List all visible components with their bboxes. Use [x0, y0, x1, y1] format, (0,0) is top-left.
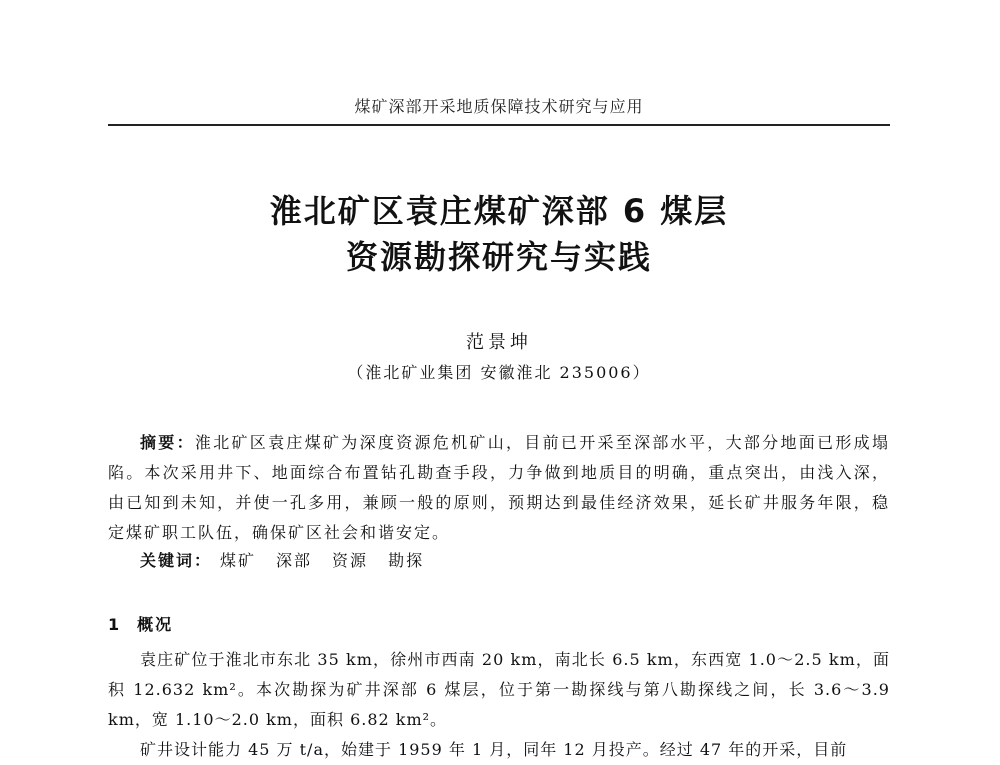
keyword: 深部 — [276, 551, 313, 570]
keyword: 资源 — [332, 551, 369, 570]
keyword: 煤矿 — [220, 551, 257, 570]
paragraph: 矿井设计能力 45 万 t/a，始建于 1959 年 1 月，同年 12 月投产。经过 47 年的开采，目前 — [140, 740, 848, 759]
title-line-2: 资源勘探研究与实践 — [345, 238, 652, 276]
abstract-label: 摘要： — [140, 433, 195, 452]
section-heading — [108, 612, 173, 635]
running-header: 煤矿深部开采地质保障技术研究与应用 — [354, 97, 644, 116]
section-title: 概况 — [137, 615, 174, 634]
author-name: 范景坤 — [466, 332, 532, 353]
keywords — [140, 548, 436, 571]
title-line-1: 淮北矿区袁庄煤矿深部 6 煤层 — [269, 192, 729, 230]
keywords-label: 关键词： — [140, 551, 213, 570]
paragraph: 袁庄矿位于淮北市东北 35 km，徐州市西南 20 km，南北长 6.5 km，东西宽 1.0～2.5 km，面积 12.632 km²。本次勘探为矿井深部 6 煤层，位于第一勘探线与第八勘探线之间，长 3.6～3.9 km，宽 1.10～2.0 km，面积 6.82 km²。 — [108, 650, 890, 729]
header-rule — [108, 124, 890, 126]
body-text — [108, 645, 890, 765]
keyword: 勘探 — [388, 551, 425, 570]
section-number: 1 — [108, 615, 122, 634]
author-affiliation: （淮北矿业集团 安徽淮北 235006） — [347, 363, 651, 382]
abstract-text: 淮北矿区袁庄煤矿为深度资源危机矿山，目前已开采至深部水平，大部分地面已形成塌陷。本次采用井下、地面综合布置钻孔勘查手段，力争做到地质目的明确，重点突出，由浅入深，由已知到未知，并使一孔多用，兼顾一般的原则，预期达到最佳经济效果，延长矿井服务年限，稳定煤矿职工队伍，确保矿区社会和谐安定。 — [108, 433, 890, 542]
abstract — [108, 428, 890, 548]
paper-title — [108, 188, 890, 280]
